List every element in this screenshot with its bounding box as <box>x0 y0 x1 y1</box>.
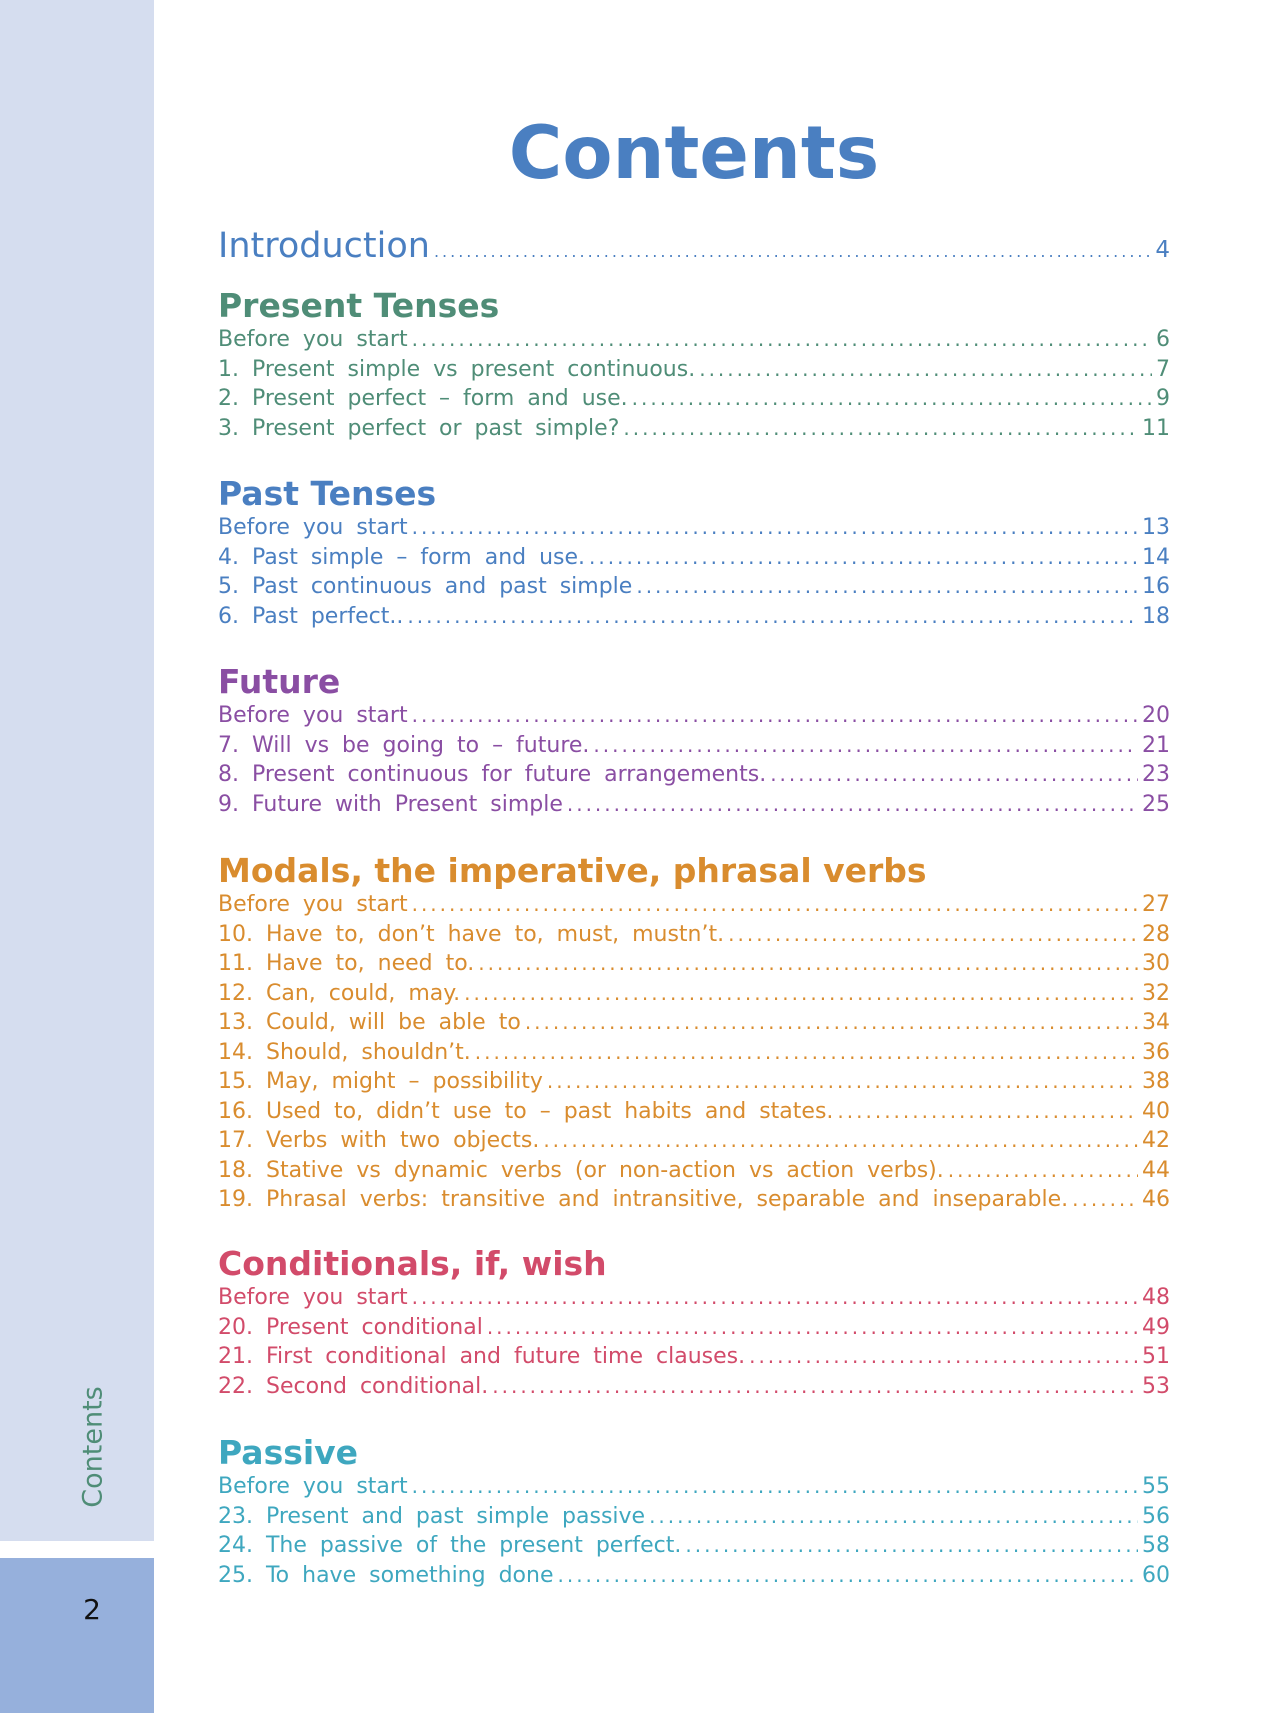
dot-leader <box>623 414 1138 444</box>
toc-entry[interactable] <box>218 1472 1170 1502</box>
dot-leader <box>412 701 1138 731</box>
section-present-tenses <box>218 287 1170 443</box>
sidebar-label: Contents <box>77 1386 109 1508</box>
dot-leader <box>593 731 1138 761</box>
section-conditionals <box>218 1245 1170 1401</box>
toc-entry-page: 42 <box>1142 1128 1170 1153</box>
toc-entry[interactable] <box>218 1283 1170 1313</box>
toc-entry[interactable] <box>218 572 1170 602</box>
dot-leader <box>407 602 1138 632</box>
toc-entry[interactable] <box>218 1313 1170 1343</box>
dot-leader <box>478 949 1138 979</box>
toc-entry-page: 55 <box>1142 1474 1170 1499</box>
toc-entry-introduction[interactable] <box>218 226 1170 266</box>
toc-entry[interactable] <box>218 1038 1170 1068</box>
toc-entry-page: 16 <box>1142 574 1170 599</box>
dot-leader <box>728 920 1138 950</box>
toc-entry[interactable] <box>218 1502 1170 1532</box>
toc-entry-page: 14 <box>1142 544 1170 570</box>
dot-leader <box>543 1126 1138 1156</box>
toc-entry-page: 53 <box>1142 1373 1170 1399</box>
toc-entry-label: 8. Present continuous for future arrangements. <box>218 762 767 787</box>
toc-entry-label: Introduction <box>218 226 430 266</box>
toc-entry-page: 44 <box>1142 1157 1170 1183</box>
dot-leader <box>434 242 1151 261</box>
dot-leader <box>412 1472 1138 1502</box>
toc-entry-label: 9. Future with Present simple <box>218 791 563 817</box>
toc-entry-page: 49 <box>1142 1314 1170 1340</box>
page-number: 2 <box>83 1593 101 1626</box>
toc-entry-page: 4 <box>1155 237 1170 263</box>
sidebar-gap <box>0 1541 154 1558</box>
toc-entry[interactable] <box>218 1126 1170 1156</box>
toc-entry[interactable] <box>218 1342 1170 1372</box>
dot-leader <box>557 1561 1138 1591</box>
dot-leader <box>770 760 1138 790</box>
dot-leader <box>525 1008 1138 1038</box>
section-modals <box>218 852 1170 1215</box>
toc-entry[interactable] <box>218 602 1170 632</box>
toc-entry-page: 40 <box>1142 1098 1170 1124</box>
toc-entry-label: 21. First conditional and future time clauses. <box>218 1344 746 1369</box>
toc-entry[interactable] <box>218 760 1170 790</box>
section-title: Future <box>218 662 341 701</box>
toc-entry-page: 11 <box>1142 415 1170 441</box>
toc-entry-label: 24. The passive of the present perfect. <box>218 1533 682 1558</box>
section-passive <box>218 1434 1170 1590</box>
toc-entry[interactable] <box>218 513 1170 543</box>
toc-entry-label: 22. Second conditional. <box>218 1373 489 1399</box>
toc-entry-page: 36 <box>1142 1039 1170 1065</box>
toc-entry[interactable] <box>218 1008 1170 1038</box>
dot-leader <box>547 1067 1138 1097</box>
toc-entry-page: 32 <box>1142 980 1170 1006</box>
toc-entry[interactable] <box>218 979 1170 1009</box>
dot-leader <box>649 1502 1138 1532</box>
section-title: Conditionals, if, wish <box>218 1244 607 1283</box>
section-title: Past Tenses <box>218 474 437 513</box>
toc-entry-label: 25. To have something done <box>218 1562 554 1588</box>
dot-leader <box>685 1531 1138 1561</box>
toc-entry-page: 23 <box>1142 762 1170 787</box>
toc-entry[interactable] <box>218 890 1170 920</box>
dot-leader <box>567 790 1138 820</box>
toc-entry-page: 56 <box>1142 1503 1170 1529</box>
dot-leader <box>487 1313 1138 1343</box>
toc-entry[interactable] <box>218 384 1170 414</box>
dot-leader <box>475 1038 1138 1068</box>
toc-entry-label: 10. Have to, don’t have to, must, mustn’t. <box>218 921 725 947</box>
toc-entry-label: 4. Past simple – form and use. <box>218 544 586 570</box>
toc-entry-label: 3. Present perfect or past simple? <box>218 415 620 441</box>
toc-entry-page: 48 <box>1142 1285 1170 1310</box>
toc-entry[interactable] <box>218 1067 1170 1097</box>
dot-leader <box>749 1342 1138 1372</box>
toc-entry-label: Before you start <box>218 515 408 540</box>
toc-entry-page: 6 <box>1156 327 1170 352</box>
dot-leader <box>492 1372 1138 1402</box>
toc-entry[interactable] <box>218 1372 1170 1402</box>
toc-entry-label: 16. Used to, didn’t use to – past habits and states. <box>218 1098 834 1124</box>
toc-entry[interactable] <box>218 920 1170 950</box>
section-title: Modals, the imperative, phrasal verbs <box>218 851 927 890</box>
toc-entry-page: 9 <box>1156 386 1170 411</box>
toc-entry-page: 34 <box>1142 1010 1170 1035</box>
toc-entry-label: 19. Phrasal verbs: transitive and intransitive, separable and inseparable. <box>218 1187 1069 1212</box>
toc-entry-label: Before you start <box>218 327 408 352</box>
section-future <box>218 663 1170 819</box>
dot-leader <box>1072 1185 1138 1215</box>
section-title: Present Tenses <box>218 286 500 325</box>
toc-entry-label: 15. May, might – possibility <box>218 1069 543 1094</box>
toc-entry-page: 28 <box>1142 921 1170 947</box>
toc-entry[interactable] <box>218 790 1170 820</box>
sidebar <box>0 0 154 1541</box>
toc-entry-page: 38 <box>1142 1069 1170 1094</box>
dot-leader <box>837 1097 1138 1127</box>
toc-entry[interactable] <box>218 949 1170 979</box>
toc-entry[interactable] <box>218 1156 1170 1186</box>
toc-entry-label: 5. Past continuous and past simple <box>218 574 633 599</box>
toc-entry-page: 30 <box>1142 951 1170 976</box>
toc-entry-label: 1. Present simple vs present continuous. <box>218 356 696 382</box>
dot-leader <box>412 1283 1138 1313</box>
section-title: Passive <box>218 1433 359 1472</box>
toc-entry-page: 25 <box>1142 791 1170 817</box>
toc-entry-label: 17. Verbs with two objects. <box>218 1128 540 1153</box>
toc-entry[interactable] <box>218 1531 1170 1561</box>
toc-entry-label: 12. Can, could, may. <box>218 980 461 1006</box>
toc-entry-label: 14. Should, shouldn’t. <box>218 1039 471 1065</box>
toc-entry-page: 46 <box>1142 1187 1170 1212</box>
toc-entry-label: 20. Present conditional <box>218 1314 483 1340</box>
page-number-box <box>0 1558 154 1713</box>
dot-leader <box>464 979 1138 1009</box>
dot-leader <box>589 543 1138 573</box>
toc-entry-label: 23. Present and past simple passive <box>218 1503 646 1529</box>
toc-entry[interactable] <box>218 355 1170 385</box>
toc-entry[interactable] <box>218 543 1170 573</box>
dot-leader <box>699 355 1152 385</box>
toc-entry[interactable] <box>218 1185 1170 1215</box>
page-title: Contents <box>508 111 880 196</box>
toc-entry-page: 27 <box>1142 892 1170 917</box>
toc-entry[interactable] <box>218 1097 1170 1127</box>
dot-leader <box>412 890 1138 920</box>
toc-entry-label: 6. Past perfect.. <box>218 603 404 629</box>
toc-entry-label: 7. Will vs be going to – future. <box>218 732 590 758</box>
toc-entry[interactable] <box>218 731 1170 761</box>
toc-entry-page: 18 <box>1142 603 1170 629</box>
toc-entry-page: 7 <box>1156 356 1170 382</box>
toc-entry[interactable] <box>218 414 1170 444</box>
dot-leader <box>412 513 1138 543</box>
toc-entry[interactable] <box>218 701 1170 731</box>
toc-entry-page: 20 <box>1142 703 1170 728</box>
toc-entry-page: 21 <box>1142 732 1170 758</box>
toc-entry-page: 58 <box>1142 1533 1170 1558</box>
toc-entry-label: 2. Present perfect – form and use. <box>218 386 628 411</box>
toc-entry-page: 13 <box>1142 515 1170 540</box>
toc-entry-page: 60 <box>1142 1562 1170 1588</box>
dot-leader <box>948 1156 1138 1186</box>
toc-entry[interactable] <box>218 325 1170 355</box>
dot-leader <box>636 572 1138 602</box>
toc-entry-page: 51 <box>1142 1344 1170 1369</box>
section-past-tenses <box>218 475 1170 631</box>
toc-entry-label: 18. Stative vs dynamic verbs (or non-action vs action verbs). <box>218 1157 944 1183</box>
toc-entry-label: Before you start <box>218 892 408 917</box>
toc-entry-label: Before you start <box>218 1474 408 1499</box>
toc-entry-label: Before you start <box>218 703 408 728</box>
dot-leader <box>632 384 1152 414</box>
toc-entry-label: 11. Have to, need to. <box>218 951 475 976</box>
toc-entry-label: 13. Could, will be able to <box>218 1010 521 1035</box>
toc-entry-label: Before you start <box>218 1285 408 1310</box>
toc-entry[interactable] <box>218 1561 1170 1591</box>
dot-leader <box>412 325 1152 355</box>
